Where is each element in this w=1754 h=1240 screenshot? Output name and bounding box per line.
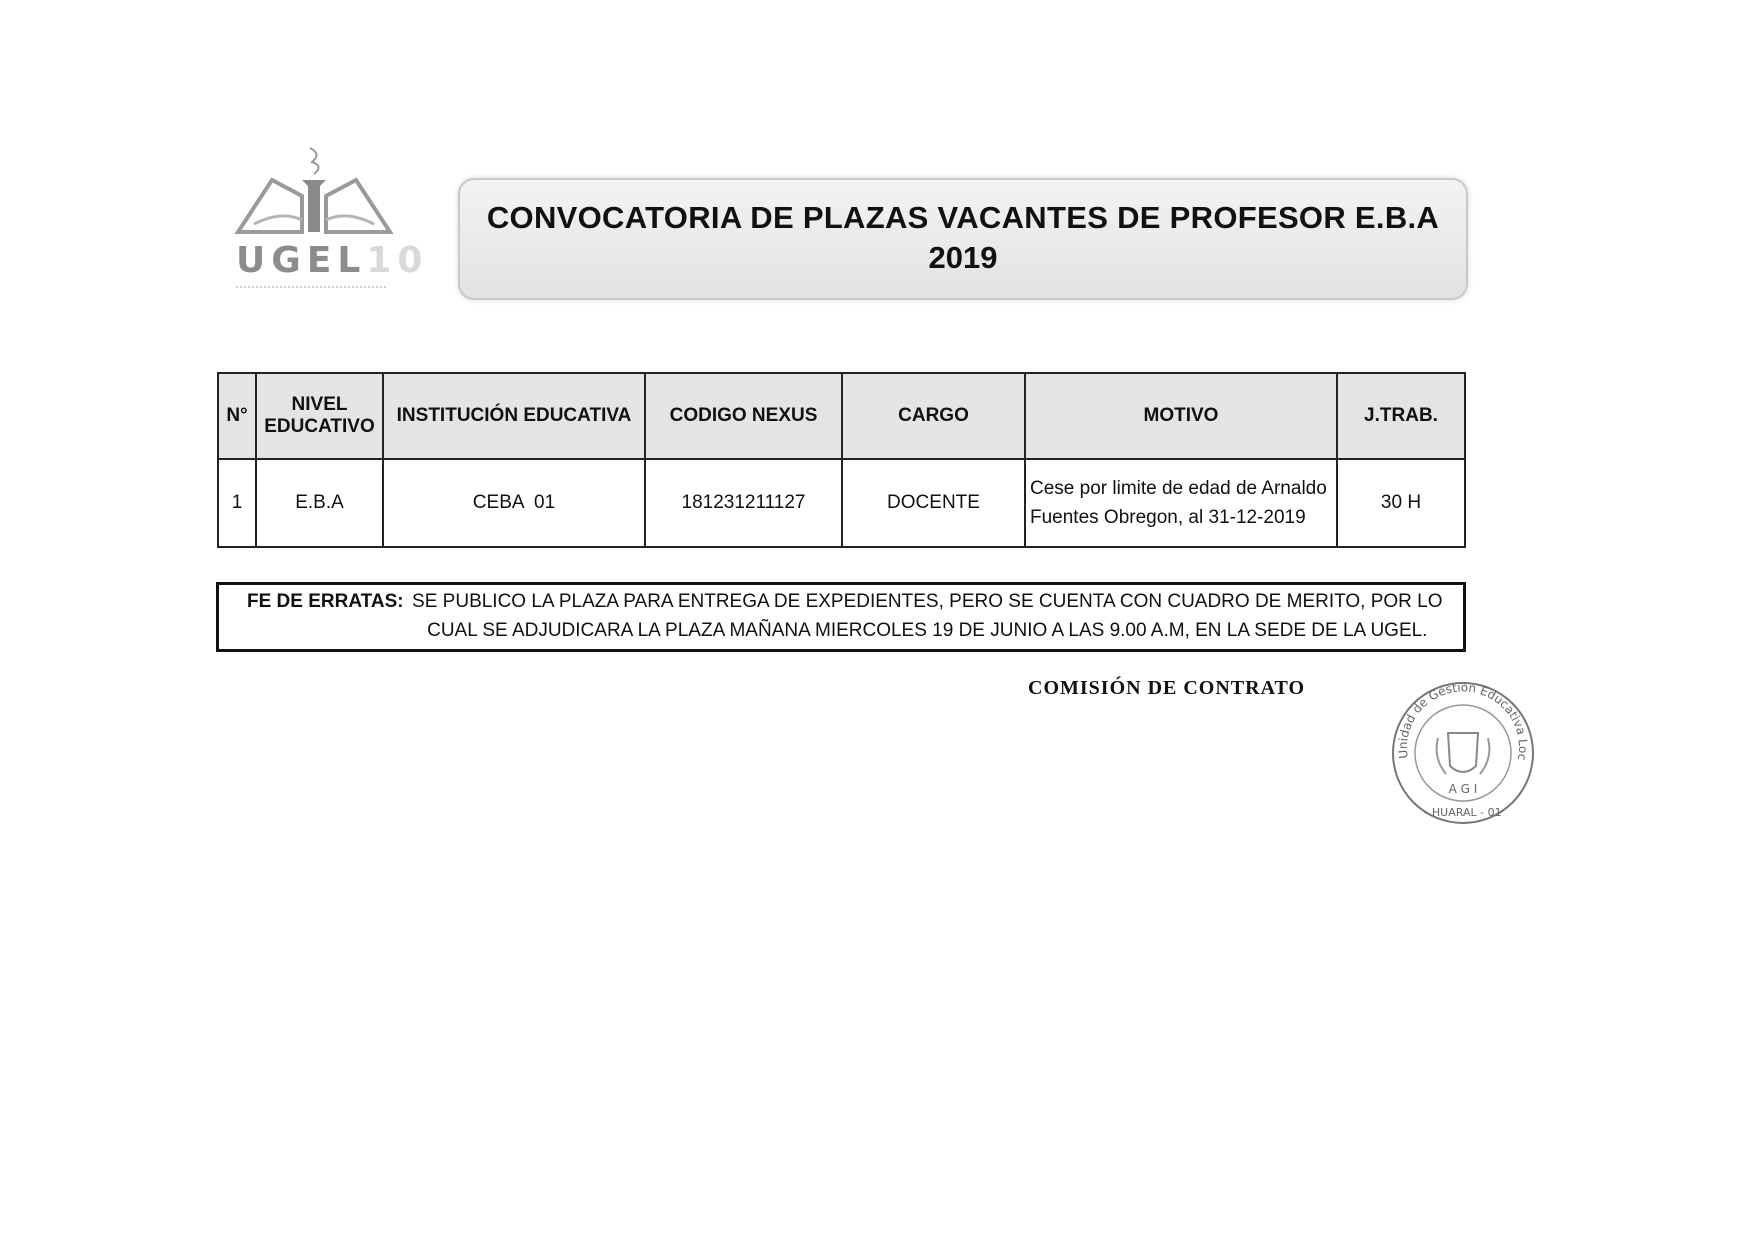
table-header-row [218, 373, 1465, 459]
header-motivo: MOTIVO [1025, 373, 1337, 459]
page-title: CONVOCATORIA DE PLAZAS VACANTES DE PROFESOR E.B.A [486, 200, 1440, 235]
cell-motivo: Cese por limite de edad de Arnaldo Fuentes Obregon, al 31-12-2019 [1025, 459, 1337, 547]
cell-jornada: 30 H [1337, 459, 1465, 547]
official-seal [1388, 678, 1538, 828]
header-cargo: CARGO [842, 373, 1025, 459]
ugel-logo [232, 140, 429, 290]
signature-label: COMISIÓN DE CONTRATO [1028, 677, 1306, 699]
logo-subtitle-line [236, 286, 386, 291]
logo-text: UGEL10 [236, 240, 429, 281]
cell-n: 1 [218, 459, 256, 547]
title-banner [458, 178, 1468, 300]
header-jornada: J.TRAB. [1337, 373, 1465, 459]
cell-nivel: E.B.A [256, 459, 383, 547]
svg-text:A G I: A G I [1448, 782, 1478, 796]
cell-codigo: 181231211127 [645, 459, 842, 547]
page-title-year: 2019 [928, 240, 998, 275]
table-row [218, 459, 1465, 547]
svg-text:- HUARAL - 01: - HUARAL - 01 [1424, 806, 1502, 819]
book-torch-icon [232, 140, 402, 240]
header-institucion: INSTITUCIÓN EDUCATIVA [383, 373, 645, 459]
erratas-text: SE PUBLICO LA PLAZA PARA ENTREGA DE EXPEDIENTES, PERO SE CUENTA CON CUADRO DE MERITO, POR LO CUAL SE ADJUDICARA LA PLAZA MAÑANA MIERCOLES 19 DE JUNIO A LAS 9.00 A.M, EN LA SEDE DE LA UGEL. [412, 591, 1443, 641]
plazas-table [217, 372, 1466, 548]
header-codigo: CODIGO NEXUS [645, 373, 842, 459]
erratas-box [216, 582, 1466, 652]
erratas-label: FE DE ERRATAS: [247, 591, 404, 612]
header-nivel: NIVEL EDUCATIVO [256, 373, 383, 459]
cell-institucion: CEBA 01 [383, 459, 645, 547]
header-n: N° [218, 373, 256, 459]
svg-text:Unidad de Gestión Educativa Lo: Unidad de Gestión Educativa Loc [1395, 680, 1531, 762]
cell-cargo: DOCENTE [842, 459, 1025, 547]
stamp-icon [1388, 678, 1538, 828]
